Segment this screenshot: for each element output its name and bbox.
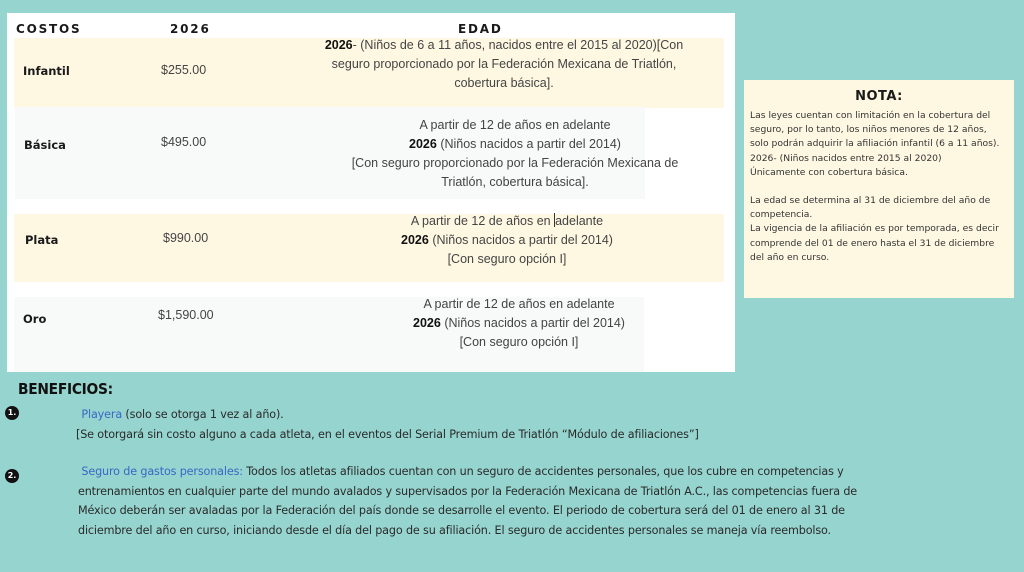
benefit-text: México deberán ser avaladas por la Federación del país donde se desarrolle el evento. El periodo de cobertura será del 01 de enero al 31 de — [78, 504, 845, 517]
age-text: Triatlón, cobertura básica]. — [441, 175, 589, 189]
note-paragraph: La vigencia de la afiliación es por temporada, es decir comprende del 01 de enero hasta el 31 de diciembre del año en curso. — [750, 223, 999, 263]
table-row-basica — [15, 107, 679, 199]
plan-price: $1,590.00 — [158, 308, 214, 322]
header-edad: EDAD — [458, 22, 503, 36]
pricing-table — [7, 13, 735, 372]
age-text: [Con seguro proporcionado por la Federación Mexicana de — [351, 156, 679, 170]
note-title: NOTA: — [855, 89, 903, 104]
age-year: 2026 — [401, 233, 429, 247]
age-year: 2026 — [413, 316, 441, 330]
age-text: A partir de 12 de años en — [410, 214, 555, 228]
table-row-oro — [14, 297, 644, 372]
age-text: adelante — [555, 214, 604, 228]
age-text: (Niños nacidos a partir del 2014) — [436, 137, 621, 151]
playera-link[interactable]: Playera — [81, 408, 123, 421]
header-costos: COSTOS — [16, 22, 82, 36]
plan-name: Infantil — [23, 64, 70, 78]
benefit-item-playera — [78, 405, 699, 444]
benefit-text: [Se otorgará sin costo alguno a cada atleta, en el eventos del Serial Premium de Triatlón “Módulo de afiliaciones”] — [76, 427, 699, 441]
seguro-link[interactable]: Seguro de gastos personales: — [81, 465, 243, 478]
age-text: [Con seguro opción I] — [459, 335, 579, 349]
age-text: - (Niños de 6 a 11 años, nacidos entre el 2015 al 2020)[Con — [352, 38, 684, 52]
note-box — [744, 80, 1014, 298]
benefit-text: diciembre del año en curso, iniciando desde el día del pago de su afiliación. El seguro de accidentes personales se maneja vía reembolso. — [78, 523, 831, 537]
plan-name: Oro — [23, 312, 47, 326]
number-badge-2-icon: 2. — [5, 469, 19, 483]
age-text: [Con seguro opción I] — [447, 252, 567, 266]
note-paragraph: Únicamente con cobertura básica. — [750, 166, 908, 178]
plan-age — [295, 116, 735, 192]
plan-age — [284, 36, 724, 93]
plan-name: Básica — [24, 138, 66, 152]
benefit-text: Todos los atletas afiliados cuentan con un seguro de accidentes personales, que los cubre en competencias y — [242, 465, 844, 478]
benefit-item-seguro — [78, 462, 857, 540]
note-paragraph: 2026- (Niños nacidos entre 2015 al 2020) — [750, 152, 942, 164]
benefit-text: (solo se otorga 1 vez al año). — [122, 408, 284, 421]
age-text: A partir de 12 de años en adelante — [419, 118, 611, 132]
table-row-plata — [14, 214, 724, 282]
plan-price: $990.00 — [163, 231, 209, 245]
note-paragraph: Las leyes cuentan con limitación en la cobertura del seguro, por lo tanto, los niños menores de 12 años, solo podrán adquirir la afiliación infantil (6 a 11 años). — [750, 110, 1000, 150]
age-text: cobertura básica]. — [454, 76, 554, 90]
plan-age — [299, 295, 739, 352]
age-year: 2026 — [409, 137, 437, 151]
plan-age — [287, 212, 727, 269]
number-badge-1-icon: 1. — [5, 406, 19, 420]
age-text: A partir de 12 de años en adelante — [423, 297, 615, 311]
header-year: 2026 — [170, 22, 211, 36]
plan-price: $495.00 — [161, 135, 207, 149]
plan-name: Plata — [25, 233, 59, 247]
table-row-infantil — [14, 38, 724, 108]
age-text: seguro proporcionado por la Federación Mexicana de Triatlón, — [331, 57, 677, 71]
benefits-title: BENEFICIOS: — [18, 380, 113, 398]
age-text: (Niños nacidos a partir del 2014) — [440, 316, 625, 330]
age-year: 2026 — [324, 38, 353, 52]
plan-price: $255.00 — [161, 63, 207, 77]
note-paragraph: La edad se determina al 31 de diciembre del año de competencia. — [750, 195, 991, 221]
age-text: (Niños nacidos a partir del 2014) — [428, 233, 613, 247]
benefit-text: entrenamientos en cualquier parte del mundo avalados y supervisados por la Federación Mexicana de Triatlón A.C., las competencias fuera de — [78, 484, 858, 498]
